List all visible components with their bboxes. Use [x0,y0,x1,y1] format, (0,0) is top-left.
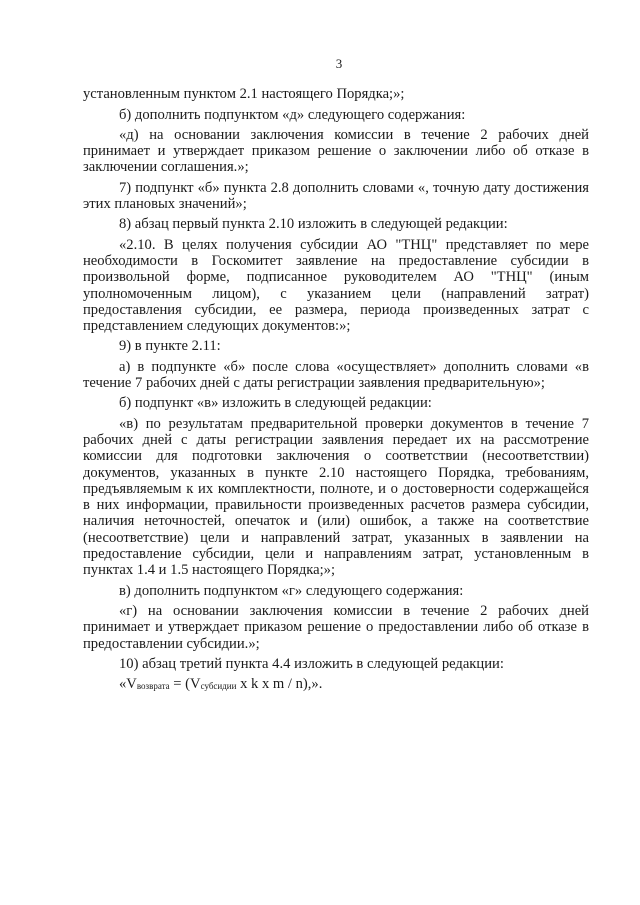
page-number: 3 [335,56,343,71]
formula-subscript-return: возврата [136,681,170,692]
paragraph-subpoint-g: «г) на основании заключения комиссии в течение 2 рабочих дней принимает и утверждает приказом решение о предоставлении либо об отказе в предоставлении субсидии.»; [83,602,589,652]
formula-subscript-subsidy: субсидии [200,681,237,692]
document-page [83,56,589,698]
formula-open: «V [119,676,137,693]
paragraph-amendment-9b: б) подпункт «в» изложить в следующей редакции: [119,395,432,412]
paragraph-subpoint-d: «д) на основании заключения комиссии в течение 2 рабочих дней принимает и утверждает приказом решение о заключении либо об отказе в заключении соглашения.»; [83,126,589,176]
paragraph-amendment-10: 10) абзац третий пункта 4.4 изложить в следующей редакции: [119,655,504,672]
paragraph-amendment-9v: в) дополнить подпунктом «г» следующего содержания: [119,582,464,599]
formula-line [83,676,589,694]
formula-middle: = (V [169,676,201,693]
paragraph-amendment-9: 9) в пункте 2.11: [119,338,221,355]
paragraph-amendment-b: б) дополнить подпунктом «д» следующего содержания: [119,106,466,123]
paragraph-amendment-9a: а) в подпункте «б» после слова «осуществляет» дополнить словами «в течение 7 рабочих дней с даты регистрации заявления предварительную»; [83,358,589,392]
paragraph-continuation: установленным пунктом 2.1 настоящего Порядка;»; [83,86,405,103]
paragraph-amendment-7: 7) подпункт «б» пункта 2.8 дополнить словами «, точную дату достижения этих плановых значений»; [83,179,589,213]
paragraph-subpoint-v: «в) по результатам предварительной проверки документов в течение 7 рабочих дней с даты регистрации заявления передает их на рассмотрение комиссии для подготовки заключения о соответствии (несоответствии) документов, указанных в пункте 2.10 настоящего Порядка, требованиям, предъявляемым к их комплектности, полноте, и о достоверности содержащейся в них информации, правильности произведенных расчетов размера субсидии, наличия неточностей, опечаток и (или) ошибок, а также на соответствие (несоответствие) цели и направлений затрат, указанных в заявлении на предоставление субсидии, цели и направлениям затрат, установленным в пунктах 1.4 и 1.5 настоящего Порядка;»; [83,415,589,579]
paragraph-amendment-8: 8) абзац первый пункта 2.10 изложить в следующей редакции: [119,216,508,233]
formula-tail: x k x m / n),». [236,676,323,693]
paragraph-clause-2-10: «2.10. В целях получения субсидии АО "ТНЦ" представляет по мере необходимости в Госкомитет заявление на предоставление субсидии в произвольной форме, подписанное руководителем АО "ТНЦ" (иным уполномоченным лицом), с указанием цели (направлений затрат) предоставления субсидии, ее размера, периода произведенных затрат с представлением следующих документов:»; [83,236,589,335]
